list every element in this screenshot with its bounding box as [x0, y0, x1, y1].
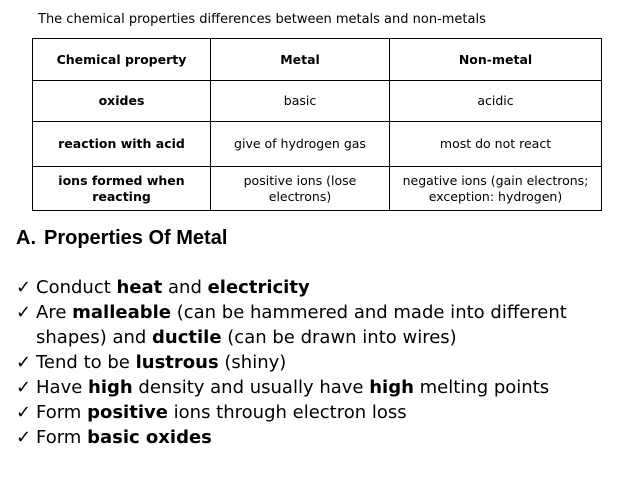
table-cell: acidic [390, 81, 602, 122]
table-cell: give of hydrogen gas [211, 122, 390, 167]
list-item: ✓ Form positive ions through electron loss [16, 402, 407, 423]
table-cell: negative ions (gain electrons; exception: hydrogen) [390, 167, 602, 211]
list-item: ✓ Conduct heat and electricity [16, 277, 310, 298]
list-item: ✓ Are malleable (can be hammered and made into different shapes) and ductile (can be drawn into wires) [16, 302, 567, 348]
table-cell: reaction with acid [33, 122, 211, 167]
property-list [16, 275, 626, 450]
checkmark-icon: ✓ [16, 377, 32, 398]
header-chemical-property: Chemical property [33, 39, 211, 81]
checkmark-icon: ✓ [16, 402, 32, 423]
section-letter: A. [16, 227, 36, 249]
table-row [33, 81, 602, 122]
checkmark-icon: ✓ [16, 302, 32, 323]
table-cell: oxides [33, 81, 211, 122]
header-metal: Metal [211, 39, 390, 81]
checkmark-icon: ✓ [16, 427, 32, 448]
checkmark-icon: ✓ [16, 352, 32, 373]
header-non-metal: Non-metal [390, 39, 602, 81]
table-header-row [33, 39, 602, 81]
section-title: Properties Of Metal [44, 227, 228, 249]
table-cell: basic [211, 81, 390, 122]
section-heading [16, 226, 227, 250]
table-row [33, 167, 602, 211]
properties-table [32, 38, 602, 211]
list-item: ✓ Have high density and usually have high melting points [16, 377, 550, 398]
table-row [33, 122, 602, 167]
table-cell: ions formed when reacting [33, 167, 211, 211]
table-caption: The chemical properties differences between metals and non-metals [38, 12, 486, 27]
list-item: ✓ Form basic oxides [16, 427, 212, 448]
list-item: ✓ Tend to be lustrous (shiny) [16, 352, 287, 373]
checkmark-icon: ✓ [16, 277, 32, 298]
table-cell: most do not react [390, 122, 602, 167]
table-cell: positive ions (lose electrons) [211, 167, 390, 211]
